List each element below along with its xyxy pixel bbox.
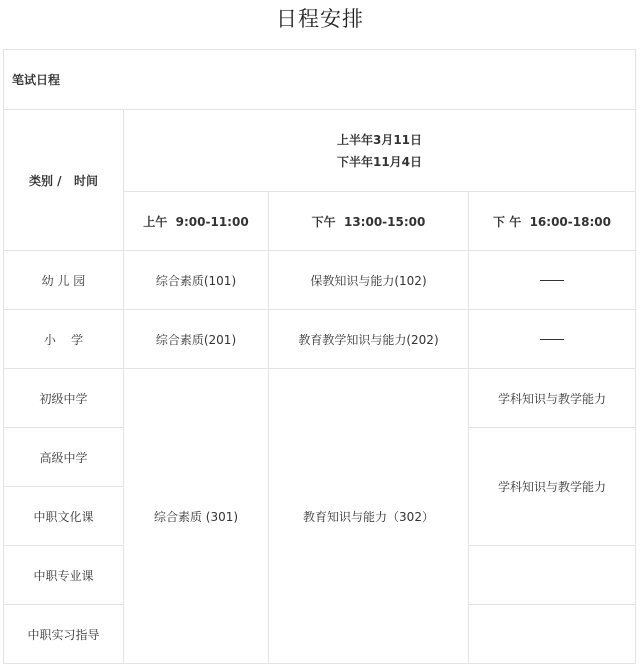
category-cell: 高级中学 bbox=[4, 428, 124, 487]
table-row bbox=[4, 369, 636, 428]
subject-cell: 教育教学知识与能力(202) bbox=[269, 310, 469, 369]
subject-cell-empty bbox=[469, 310, 636, 369]
exam-date-first-half: 上半年3月11日 bbox=[336, 132, 423, 147]
table-row bbox=[4, 251, 636, 310]
subject-cell-merged: 学科知识与教学能力 bbox=[469, 428, 636, 546]
exam-dates-cell bbox=[124, 110, 636, 192]
section-label: 笔试日程 bbox=[4, 50, 636, 110]
dash-marker bbox=[540, 339, 564, 340]
section-row bbox=[4, 50, 636, 110]
exam-date-second-half: 下半年11月4日 bbox=[336, 154, 423, 169]
category-cell: 中职文化课 bbox=[4, 487, 124, 546]
category-cell: 初级中学 bbox=[4, 369, 124, 428]
page-title: 日程安排 bbox=[276, 7, 364, 31]
session-morning-header: 上午 9:00-11:00 bbox=[124, 192, 269, 251]
dash-marker bbox=[540, 280, 564, 281]
category-cell: 中职实习指导 bbox=[4, 605, 124, 664]
session-late-afternoon-header: 下 午 16:00-18:00 bbox=[469, 192, 636, 251]
subject-cell-merged: 教育知识与能力（302） bbox=[269, 369, 469, 664]
subject-cell-empty bbox=[469, 546, 636, 605]
session-afternoon-header: 下午 13:00-15:00 bbox=[269, 192, 469, 251]
category-cell: 中职专业课 bbox=[4, 546, 124, 605]
subject-cell: 保教知识与能力(102) bbox=[269, 251, 469, 310]
subject-cell-empty bbox=[469, 605, 636, 664]
subject-cell: 综合素质(201) bbox=[124, 310, 269, 369]
header-row-dates bbox=[4, 110, 636, 192]
category-time-header: 类别 / 时间 bbox=[4, 110, 124, 251]
subject-cell-merged: 综合素质 (301) bbox=[124, 369, 269, 664]
schedule-table bbox=[3, 49, 636, 664]
subject-cell-empty bbox=[469, 251, 636, 310]
subject-cell: 综合素质(101) bbox=[124, 251, 269, 310]
category-cell: 幼 儿 园 bbox=[4, 251, 124, 310]
table-row bbox=[4, 310, 636, 369]
category-cell: 小 学 bbox=[4, 310, 124, 369]
subject-cell: 学科知识与教学能力 bbox=[469, 369, 636, 428]
